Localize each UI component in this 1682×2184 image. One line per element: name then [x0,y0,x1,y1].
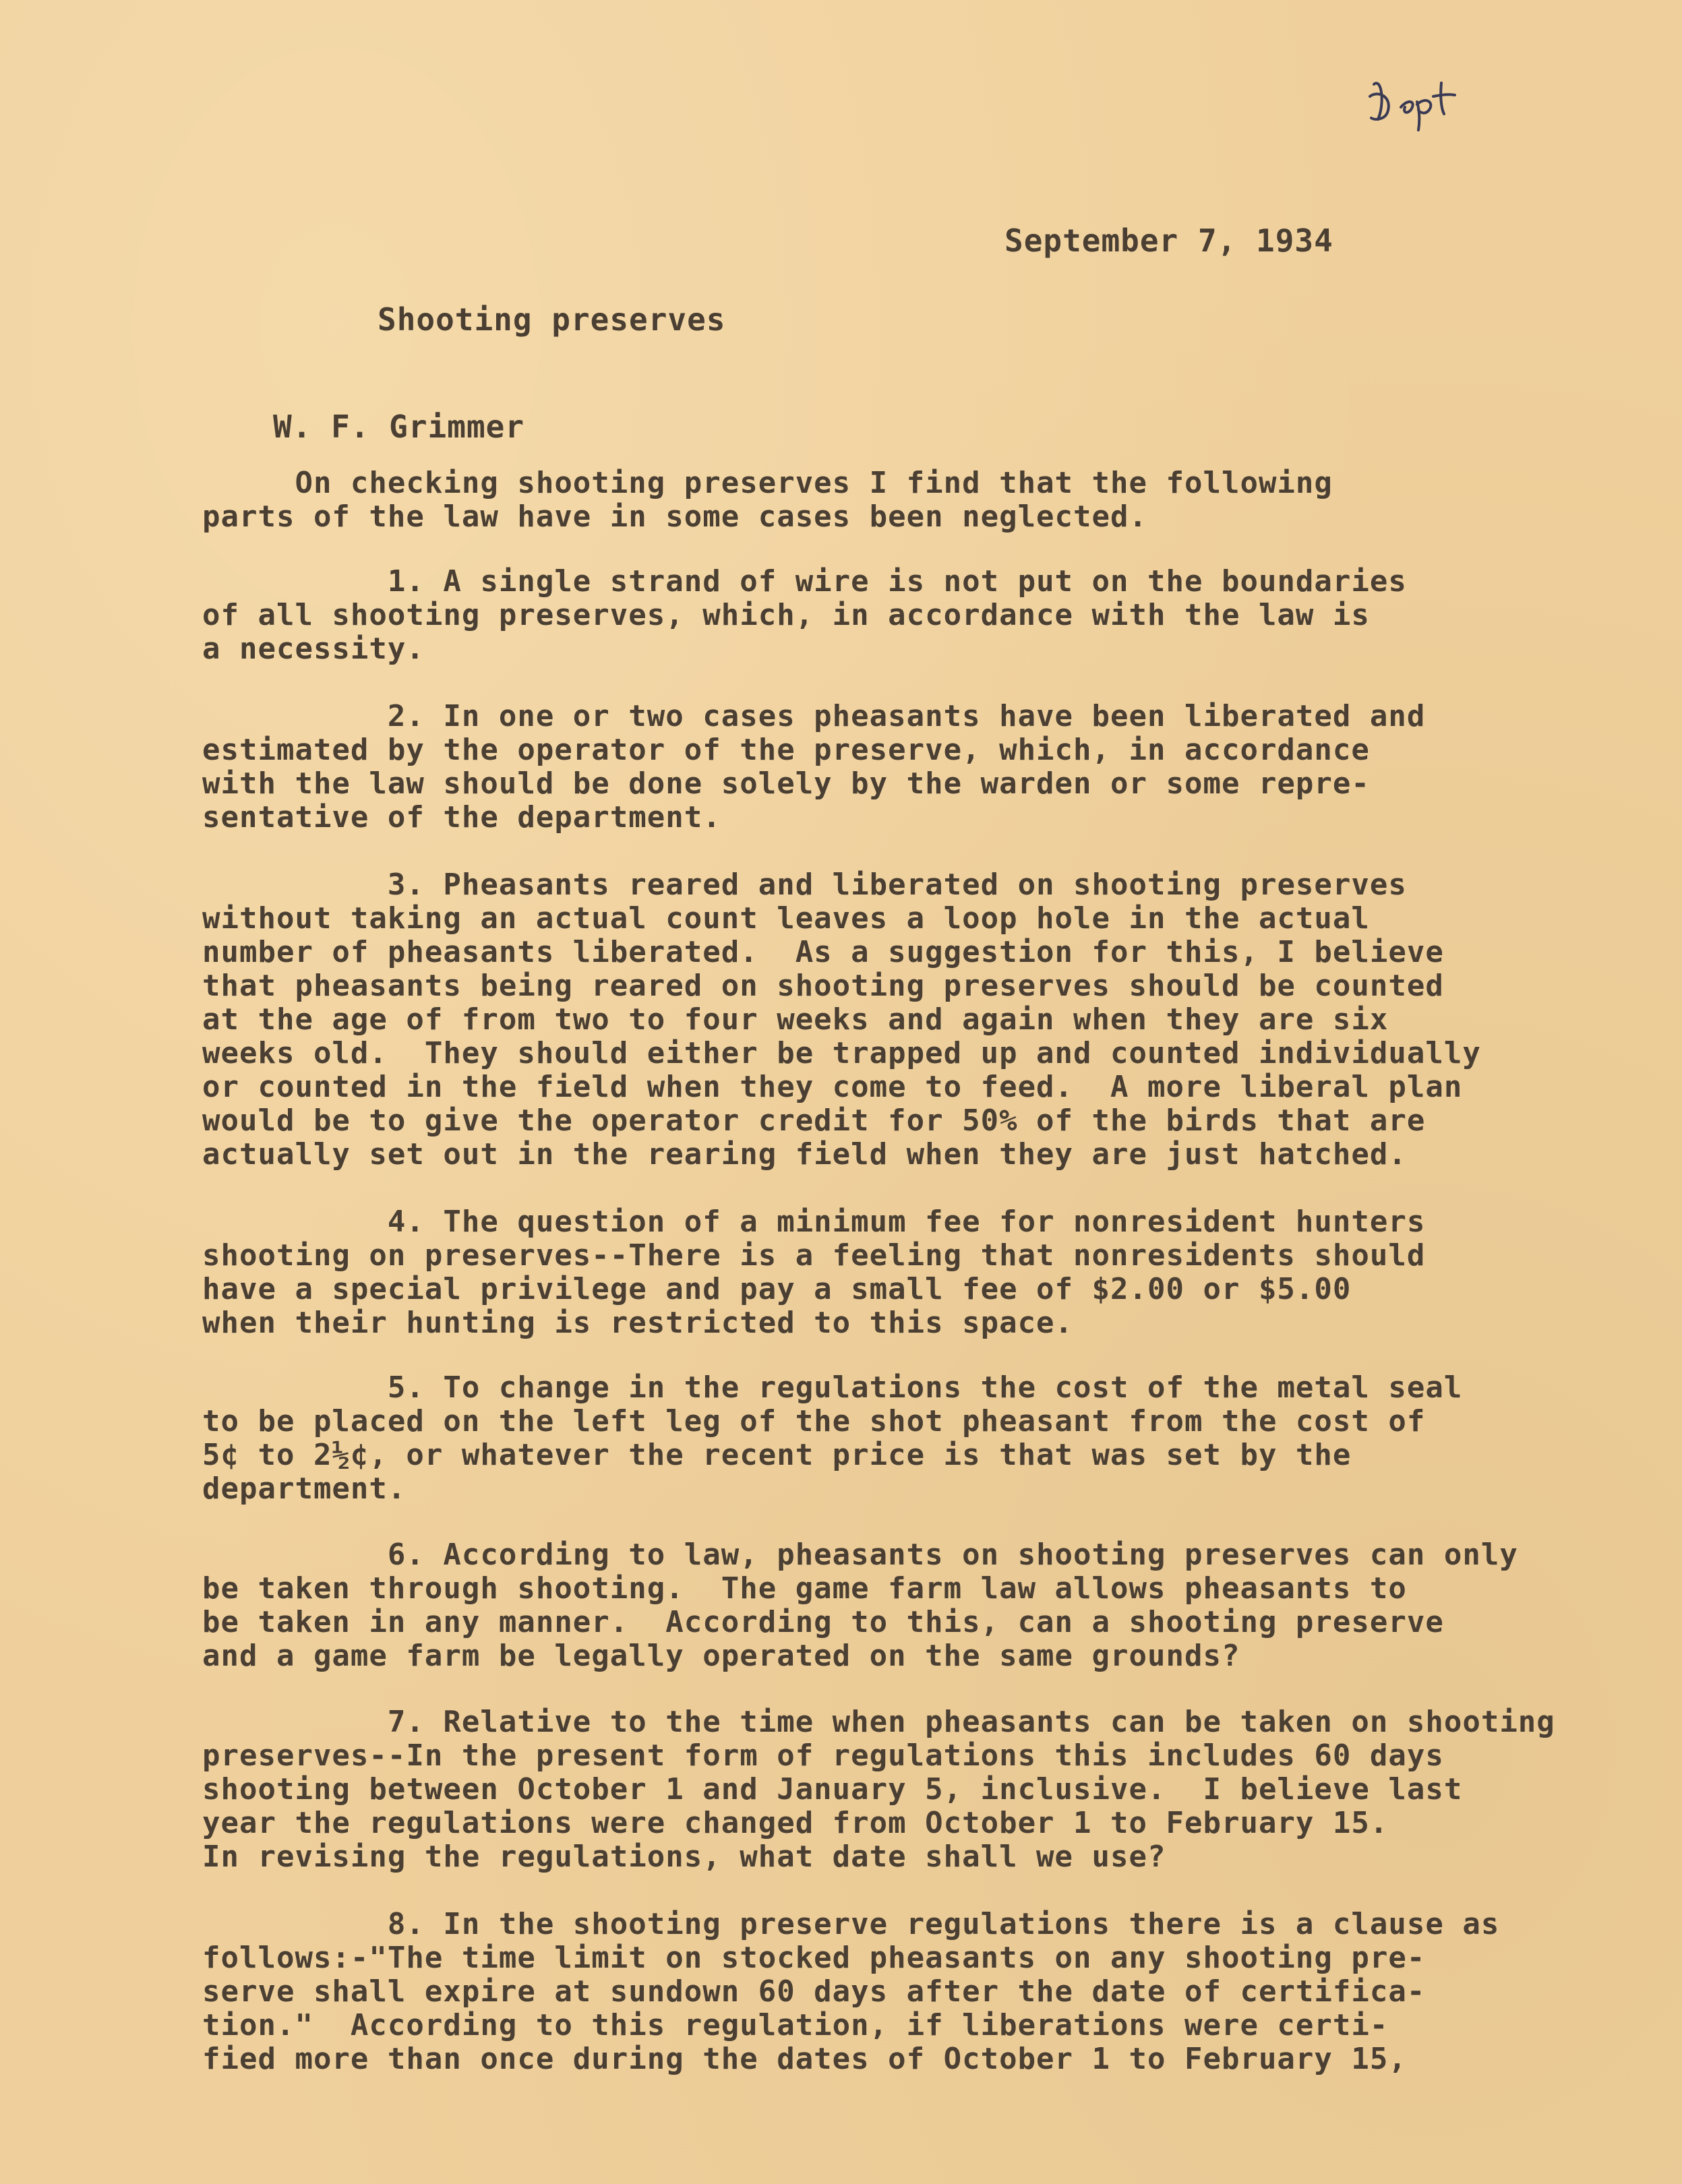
letter-recipient: W. F. Grimmer [273,408,525,445]
letter-subject: Shooting preserves [378,301,726,338]
item-7-paragraph: 7. Relative to the time when pheasants can be taken on shooting preserves--In the present form of regulations this includes 60 days shooting between October 1 and January 5, inclusive. I believe last year the regulations were changed from October 1 to February 15. In revising the regulations, what date shall we use? [202,1705,1555,1874]
item-8-paragraph: 8. In the shooting preserve regulations there is a clause as follows:-"The time limit on stocked pheasants on any shooting pre- serve shall expire at sundown 60 days after the date of certifica- tion." According to this regulation, if liberations were certi- fied more than once during the dates of October 1 to February 15, [202,1907,1500,2076]
item-5-paragraph: 5. To change in the regulations the cost of the metal seal to be placed on the left leg of the shot pheasant from the cost of 5¢ to 2½¢, or whatever the recent price is that was set by the department. [202,1370,1463,1506]
letter-date: September 7, 1934 [1004,222,1333,259]
item-2-paragraph: 2. In one or two cases pheasants have been liberated and estimated by the operator of the preserve, which, in accordance with the law should be done solely by the warden or some repre- sentative of the department. [202,699,1426,835]
handwritten-dept-annotation [1355,57,1490,131]
item-4-paragraph: 4. The question of a minimum fee for nonresident hunters shooting on preserves--There is a feeling that nonresidents should have a special privilege and pay a small fee of $2.00 or $5.00 when their hunting is restricted to this space. [202,1205,1426,1340]
item-3-paragraph: 3. Pheasants reared and liberated on shooting preserves without taking an actual count leaves a loop hole in the actual number of pheasants liberated. As a suggestion for this, I believe that pheasants being reared on shooting preserves should be counted at the age of from two to four weeks and again when they are six weeks old. They should either be trapped up and counted individually or counted in the field when they come to feed. A more liberal plan would be to give the operator credit for 50% of the birds that are actually set out in the rearing field when they are just hatched. [202,868,1481,1172]
item-6-paragraph: 6. According to law, pheasants on shooting preserves can only be taken through shooting. The game farm law allows pheasants to be taken in any manner. According to this, can a shooting preserve and a game farm be legally operated on the same grounds? [202,1538,1518,1673]
item-1-paragraph: 1. A single strand of wire is not put on the boundaries of all shooting preserves, which, in accordance with the law is a necessity. [202,564,1407,666]
intro-paragraph: On checking shooting preserves I find that the following parts of the law have in some cases been neglected. [202,466,1333,534]
